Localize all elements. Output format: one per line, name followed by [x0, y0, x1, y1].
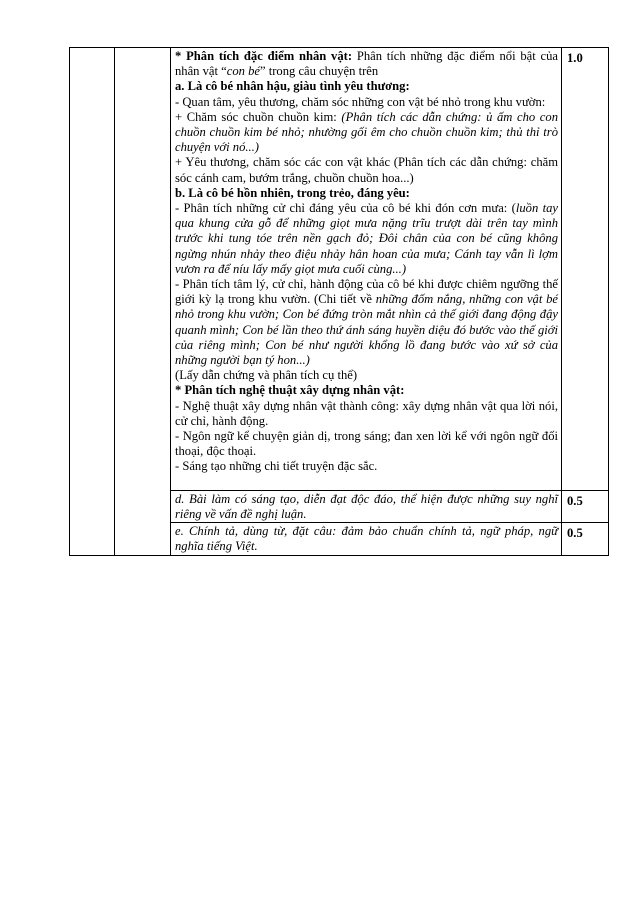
score-value: 0.5: [567, 493, 583, 508]
trait-a-item: - Quan tâm, yêu thương, chăm sóc những con vật bé nhỏ trong khu vườn:: [175, 94, 546, 109]
content-cell: [171, 523, 562, 555]
trait-b-item-evidence: luồn tay qua khung cửa gỗ để những giọt mưa nặng trĩu trượt dài trên tay mình trước khi tung tóe trên nền gạch đỏ; Đôi chân của con bé cũng không ngừng nhún nhảy theo điệu nhảy hân hoan của mưa; Cánh tay vẫn lì lợm vươn ra để níu lấy mấy giọt mưa cuối cùng...): [175, 201, 558, 276]
score-value: 1.0: [567, 51, 583, 65]
score-cell: [562, 523, 609, 555]
character-analysis-paragraph: [175, 49, 558, 79]
section-cell: [70, 48, 115, 556]
trait-a-heading: a. Là cô bé nhân hậu, giàu tình yêu thương:: [175, 79, 410, 94]
character-name: con bé: [226, 64, 260, 79]
trait-a-item-lead: + Chăm sóc chuồn chuồn kim:: [175, 109, 342, 124]
table-row: [70, 48, 609, 491]
rubric-table: [69, 47, 609, 556]
spelling-criterion: e. Chính tả, dùng từ, đặt câu: đảm bảo chuẩn chính tả, ngữ pháp, ngữ nghĩa tiếng Việt.: [175, 524, 558, 554]
trait-b-note: (Lấy dẫn chứng và phân tích cụ thể): [175, 368, 358, 383]
trait-a-item: + Yêu thương, chăm sóc các con vật khác (Phân tích các dẫn chứng: chăm sóc cánh cam, bướm trắng, chuồn chuồn hoa...): [175, 155, 558, 185]
art-heading: * Phân tích nghệ thuật xây dựng nhân vật:: [175, 383, 405, 398]
art-item: - Sáng tạo những chi tiết truyện đặc sắc.: [175, 459, 378, 474]
trait-b-item: [175, 201, 558, 277]
score-value: 0.5: [567, 526, 583, 541]
character-analysis-label: * Phân tích đặc điểm nhân vật:: [175, 49, 353, 63]
score-cell: [562, 490, 609, 522]
creativity-criterion: d. Bài làm có sáng tạo, diễn đạt độc đáo, thể hiện được những suy nghĩ riêng về vấn đề nghị luận.: [175, 491, 558, 521]
character-analysis-text-end: ” trong câu chuyện trên: [259, 64, 379, 79]
criteria-cell: [115, 48, 171, 556]
content-cell: [171, 490, 562, 522]
character-analysis-text: Phân tích những đặc điểm nổi bật của nhân vật “: [175, 49, 558, 79]
trait-a-item-evidence: (Phân tích các dẫn chứng: ủ ấm cho con chuồn chuồn kim bé nhỏ; nhường gối êm cho chuồn chuồn kim; thủ thỉ trò chuyện với nó...): [175, 109, 558, 155]
trait-b-item-lead: - Phân tích tâm lý, cử chỉ, hành động của cô bé khi được chiêm ngưỡng thế giới kỳ lạ trong khu vườn. (Chi tiết về: [175, 277, 558, 307]
art-item: - Nghệ thuật xây dựng nhân vật thành công: xây dựng nhân vật qua lời nói, cử chỉ, hành động.: [175, 398, 558, 428]
content-cell: [171, 48, 562, 491]
trait-b-item-lead: - Phân tích những cử chỉ đáng yêu của cô bé khi đón cơn mưa: (: [175, 201, 516, 216]
art-item: - Ngôn ngữ kể chuyện giản dị, trong sáng; đan xen lời kể với ngôn ngữ đối thoại, độc thoại.: [175, 429, 558, 459]
trait-b-heading: b. Là cô bé hồn nhiên, trong trẻo, đáng yêu:: [175, 185, 410, 200]
trait-a-item: [175, 110, 558, 156]
trait-b-item: [175, 277, 558, 368]
score-cell: [562, 48, 609, 491]
trait-b-item-evidence: những đốm nắng, những con vật bé nhỏ trong khu vườn; Con bé đứng tròn mắt nhìn cả thế giới đang động đậy quanh mình; Con bé lần theo thứ ánh sáng huyền diệu đó bước vào thế giới của riêng mình; Con bé như người khổng lồ đang bước vào xứ sở của những người bạn tý hon...): [175, 292, 558, 368]
